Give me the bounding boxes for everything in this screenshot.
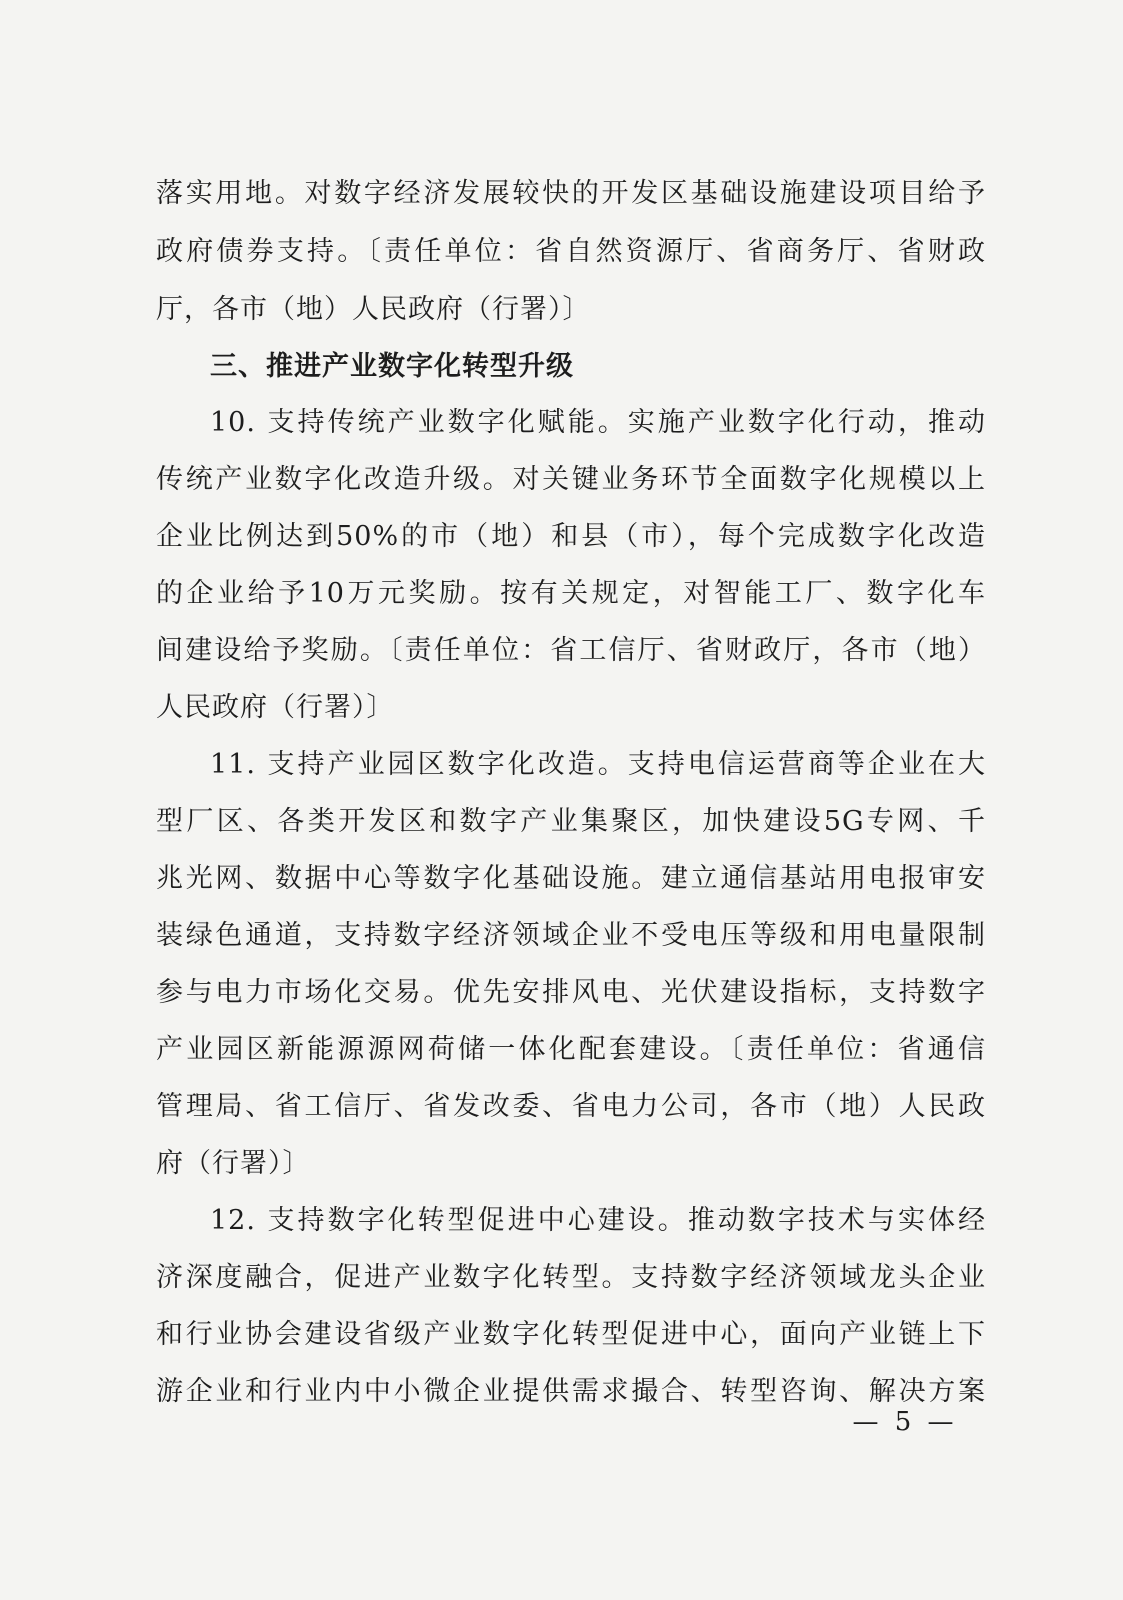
- text-line: 间建设给予奖励。〔责任单位：省工信厅、省财政厅，各市（地）: [156, 635, 986, 666]
- paragraph-start-line: 10. 支持传统产业数字化赋能。实施产业数字化行动，推动: [210, 407, 986, 438]
- text-line: 型厂区、各类开发区和数字产业集聚区，加快建设5G专网、千: [156, 806, 986, 837]
- text-line: 和行业协会建设省级产业数字化转型促进中心，面向产业链上下: [156, 1319, 986, 1350]
- text-line: 人民政府（行署）〕: [156, 692, 395, 723]
- text-line: 府（行署）〕: [156, 1148, 311, 1179]
- text-line: 管理局、省工信厅、省发改委、省电力公司，各市（地）人民政: [156, 1091, 986, 1122]
- text-line: 传统产业数字化改造升级。对关键业务环节全面数字化规模以上: [156, 464, 986, 495]
- text-line: 厅，各市（地）人民政府（行署）〕: [156, 294, 591, 325]
- text-line: 政府债券支持。〔责任单位：省自然资源厅、省商务厅、省财政: [156, 236, 986, 267]
- section-heading: 三、推进产业数字化转型升级: [210, 351, 574, 382]
- text-line: 参与电力市场化交易。优先安排风电、光伏建设指标，支持数字: [156, 977, 986, 1008]
- text-line: 济深度融合，促进产业数字化转型。支持数字经济领域龙头企业: [156, 1262, 986, 1293]
- text-line: 企业比例达到50%的市（地）和县（市），每个完成数字化改造: [156, 521, 986, 552]
- text-line: 游企业和行业内中小微企业提供需求撮合、转型咨询、解决方案: [156, 1376, 986, 1407]
- paragraph-start-line: 12. 支持数字化转型促进中心建设。推动数字技术与实体经: [210, 1205, 986, 1236]
- page-number: — 5 —: [852, 1407, 958, 1437]
- text-line: 产业园区新能源源网荷储一体化配套建设。〔责任单位：省通信: [156, 1034, 986, 1065]
- text-line: 装绿色通道，支持数字经济领域企业不受电压等级和用电量限制: [156, 920, 986, 951]
- text-line: 落实用地。对数字经济发展较快的开发区基础设施建设项目给予: [156, 178, 986, 209]
- text-line: 兆光网、数据中心等数字化基础设施。建立通信基站用电报审安: [156, 863, 986, 894]
- paragraph-start-line: 11. 支持产业园区数字化改造。支持电信运营商等企业在大: [210, 749, 986, 780]
- text-line: 的企业给予10万元奖励。按有关规定，对智能工厂、数字化车: [156, 578, 986, 609]
